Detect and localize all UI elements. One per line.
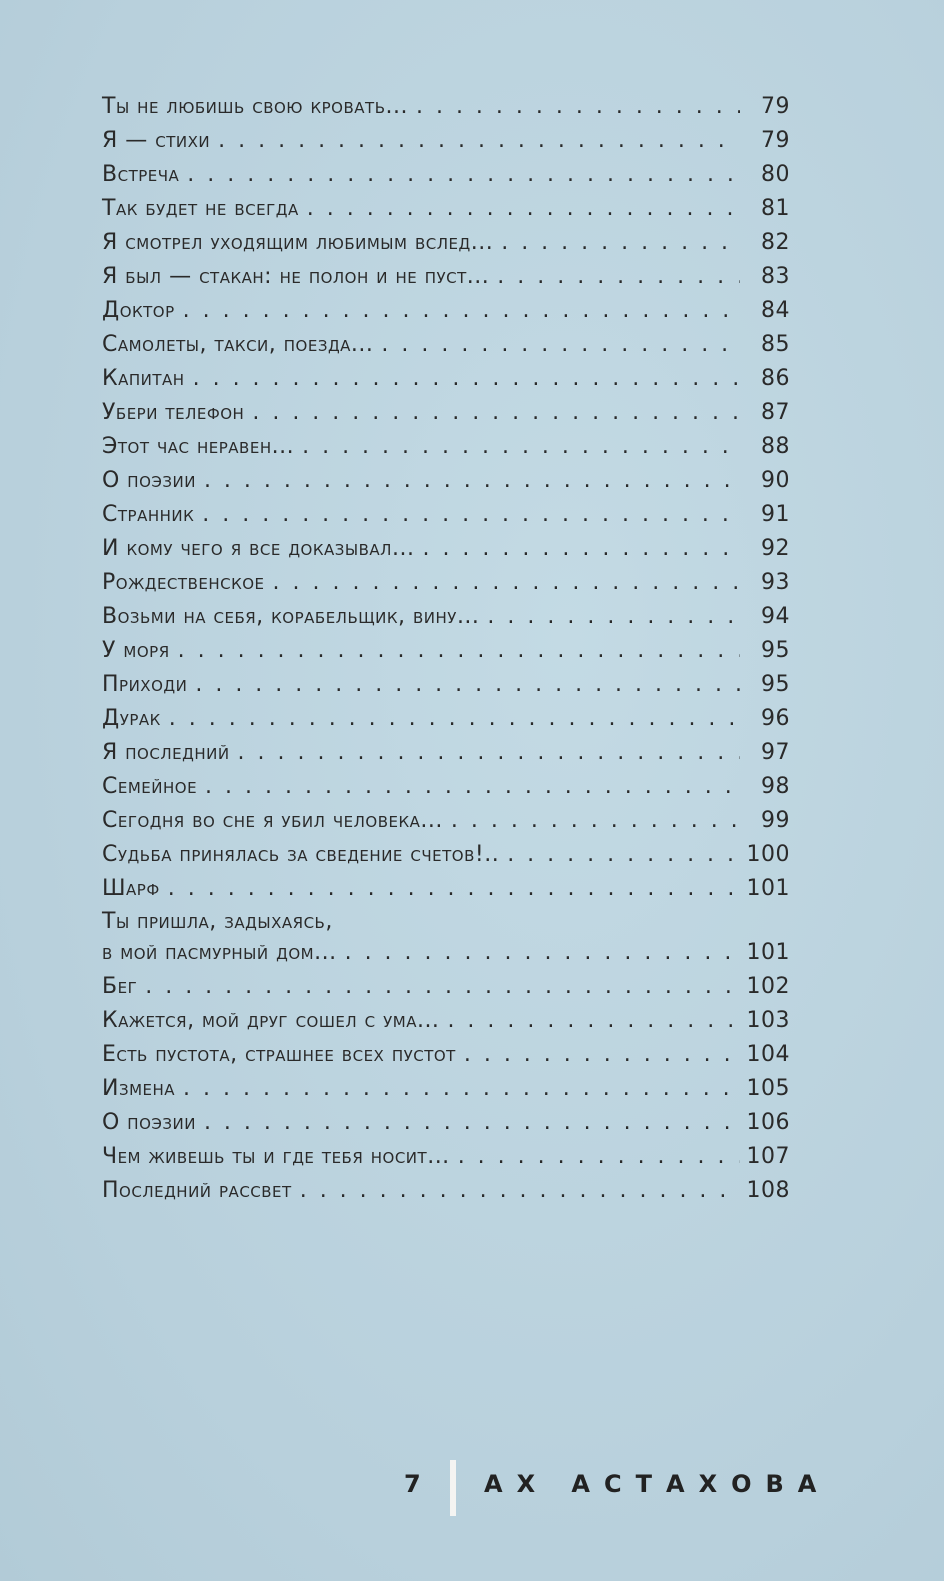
toc-page-number: 85 (761, 332, 790, 357)
toc-title: Возьми на себя, корабельщик, вину... (102, 604, 480, 629)
dot-leader (507, 838, 740, 872)
toc-page-number: 108 (746, 1178, 790, 1203)
toc-title: Ты не любишь свою кровать... (102, 94, 408, 119)
toc-title: Рождественское (102, 570, 265, 595)
toc-page-number: 84 (761, 298, 790, 323)
toc-entry (102, 124, 790, 158)
toc-page-number: 83 (761, 264, 790, 289)
dot-leader (487, 600, 740, 634)
toc-title: Бег (102, 974, 138, 999)
toc-title: Судьба принялась за сведение счетов!.. (102, 842, 500, 867)
dot-leader (202, 498, 740, 532)
dot-leader (458, 1140, 740, 1174)
toc-entry (102, 498, 790, 532)
toc-page-number: 86 (761, 366, 790, 391)
toc-entry (102, 158, 790, 192)
toc-title: О поэзии (102, 468, 196, 493)
dot-leader (302, 430, 740, 464)
toc-entry (102, 532, 790, 566)
toc-title: Я последний (102, 740, 230, 765)
dot-leader (416, 90, 740, 124)
toc-entry (102, 566, 790, 600)
toc-entry (102, 294, 790, 328)
toc-title-line-two: в мой пасмурный дом... (102, 940, 337, 965)
toc-entry (102, 770, 790, 804)
toc-title: Приходи (102, 672, 188, 697)
toc-entry (102, 362, 790, 396)
dot-leader (183, 1072, 740, 1106)
toc-title: Встреча (102, 162, 180, 187)
toc-page-number: 94 (761, 604, 790, 629)
toc-entry (102, 634, 790, 668)
toc-page-number: 98 (761, 774, 790, 799)
dot-leader (422, 532, 740, 566)
toc-title: О поэзии (102, 1110, 196, 1135)
toc-title: Странник (102, 502, 195, 527)
dot-leader (204, 464, 740, 498)
toc-title: Измена (102, 1076, 176, 1101)
dot-leader (205, 770, 740, 804)
dot-leader (218, 124, 740, 158)
toc-page-number: 91 (761, 502, 790, 527)
toc-title: Я был — стакан: не полон и не пуст... (102, 264, 490, 289)
toc-page-number: 88 (761, 434, 790, 459)
dot-leader (447, 1004, 740, 1038)
toc-page-number: 105 (746, 1076, 790, 1101)
toc-title: Дурак (102, 706, 161, 731)
toc-entry (102, 600, 790, 634)
dot-leader (193, 362, 740, 396)
dot-leader (464, 1038, 740, 1072)
author-name: АХ АСТАХОВА (484, 1470, 831, 1498)
toc-title: Этот час неравен... (102, 434, 295, 459)
dot-leader (345, 937, 740, 968)
toc-title: Самолеты, такси, поезда... (102, 332, 374, 357)
toc-page-number: 79 (761, 128, 790, 153)
toc-page-number: 79 (761, 94, 790, 119)
toc-title: Капитан (102, 366, 185, 391)
toc-entry (102, 1072, 790, 1106)
dot-leader (497, 260, 740, 294)
toc-page-number: 102 (746, 974, 790, 999)
toc-title: И кому чего я все доказывал... (102, 536, 415, 561)
toc-entry (102, 1106, 790, 1140)
dot-leader (187, 158, 740, 192)
toc-page-number: 82 (761, 230, 790, 255)
dot-leader (252, 396, 740, 430)
toc-title: Так будет не всегда (102, 196, 299, 221)
toc-page-number: 93 (761, 570, 790, 595)
toc-page-number: 99 (761, 808, 790, 833)
toc-page-number: 87 (761, 400, 790, 425)
toc-title: Семейное (102, 774, 198, 799)
toc-page-number: 107 (746, 1144, 790, 1169)
table-of-contents (102, 90, 790, 1208)
toc-title: У моря (102, 638, 170, 663)
toc-title: Шарф (102, 876, 160, 901)
toc-entry (102, 838, 790, 872)
toc-page-number: 80 (761, 162, 790, 187)
toc-page-number: 92 (761, 536, 790, 561)
toc-entry-two-line (102, 906, 790, 970)
toc-page-number: 103 (746, 1008, 790, 1033)
toc-title-line-two-row (102, 937, 790, 968)
dot-leader (300, 1174, 740, 1208)
toc-entry (102, 804, 790, 838)
toc-entry (102, 1038, 790, 1072)
dot-leader (145, 970, 740, 1004)
dot-leader (169, 702, 740, 736)
toc-title: Чем живешь ты и где тебя носит... (102, 1144, 450, 1169)
toc-entry (102, 702, 790, 736)
dot-leader (183, 294, 740, 328)
toc-page-number: 100 (746, 842, 790, 867)
toc-page-number: 95 (761, 672, 790, 697)
dot-leader (168, 872, 740, 906)
dot-leader (195, 668, 740, 702)
toc-entry (102, 90, 790, 124)
toc-page-number: 81 (761, 196, 790, 221)
toc-entry (102, 1140, 790, 1174)
toc-title: Доктор (102, 298, 175, 323)
page-number: 7 (404, 1470, 421, 1498)
toc-title: Последний рассвет (102, 1178, 292, 1203)
dot-leader (307, 192, 740, 226)
page-footer (0, 1460, 944, 1520)
toc-page-number: 96 (761, 706, 790, 731)
toc-entry (102, 430, 790, 464)
toc-entry (102, 226, 790, 260)
toc-page-number: 90 (761, 468, 790, 493)
dot-leader (273, 566, 740, 600)
toc-page-number: 106 (746, 1110, 790, 1135)
toc-entry (102, 260, 790, 294)
footer-divider (450, 1460, 456, 1516)
toc-title: Я — стихи (102, 128, 211, 153)
toc-entry (102, 396, 790, 430)
dot-leader (451, 804, 740, 838)
toc-page-number: 95 (761, 638, 790, 663)
dot-leader (178, 634, 740, 668)
dot-leader (238, 736, 740, 770)
toc-entry (102, 1004, 790, 1038)
toc-title: Кажется, мой друг сошел с ума... (102, 1008, 440, 1033)
toc-entry (102, 1174, 790, 1208)
toc-page-number: 101 (746, 876, 790, 901)
toc-entry (102, 872, 790, 906)
toc-page-number: 97 (761, 740, 790, 765)
toc-entry (102, 328, 790, 362)
toc-title: Сегодня во сне я убил человека... (102, 808, 443, 833)
toc-title: Убери телефон (102, 400, 245, 425)
toc-entry (102, 668, 790, 702)
toc-entry (102, 736, 790, 770)
toc-entry (102, 970, 790, 1004)
toc-title: Я смотрел уходящим любимым вслед... (102, 230, 494, 255)
toc-title: Ты пришла, задыхаясь, (102, 909, 333, 934)
dot-leader (501, 226, 740, 260)
toc-page-number: 104 (746, 1042, 790, 1067)
toc-title: Есть пустота, страшнее всех пустот (102, 1042, 456, 1067)
dot-leader (381, 328, 740, 362)
toc-entry (102, 192, 790, 226)
toc-entry (102, 464, 790, 498)
toc-page-number: 101 (746, 940, 790, 965)
dot-leader (204, 1106, 740, 1140)
